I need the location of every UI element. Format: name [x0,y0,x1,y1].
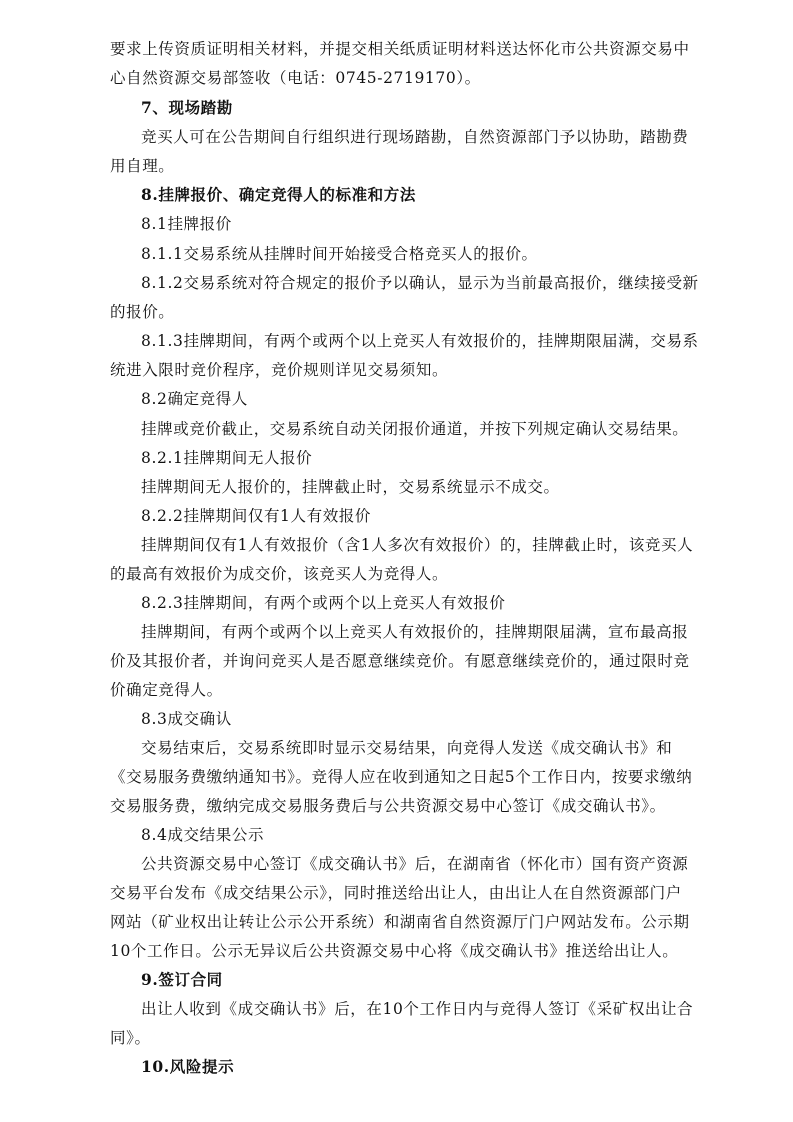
subsection-heading: 8.2.2挂牌期间仅有1人有效报价 [141,507,372,525]
body-text-line: 挂牌或竞价截止，交易系统自动关闭报价通道，并按下列规定确认交易结果。 [141,420,689,438]
body-text-line: 8.1.2交易系统对符合规定的报价予以确认，显示为当前最高报价，继续接受新 [141,274,699,292]
body-text-line: 价确定竞得人。 [110,681,223,699]
subsection-heading: 8.2确定竞得人 [141,390,248,408]
body-text-line: 挂牌期间仅有1人有效报价（含1人多次有效报价）的，挂牌截止时，该竞买人 [141,536,694,554]
body-text-line: 网站（矿业权出让转让公示公开系统）和湖南省自然资源厅门户网站发布。公示期 [110,913,690,931]
section-heading: 7、现场踏勘 [141,98,233,117]
body-text-line: 出让人收到《成交确认书》后，在10个工作日内与竞得人签订《采矿权出让合 [141,1000,694,1018]
body-text-line: 挂牌期间，有两个或两个以上竞买人有效报价的，挂牌期限届满，宣布最高报 [141,623,689,641]
body-text-line: 的最高有效报价为成交价，该竞买人为竞得人。 [110,565,449,583]
body-text-line: 要求上传资质证明相关材料，并提交相关纸质证明材料送达怀化市公共资源交易中 [110,40,690,58]
body-text-line: 同》。 [110,1029,151,1047]
section-heading: 9.签订合同 [141,970,223,989]
body-text-line: 《交易服务费缴纳通知书》。竞得人应在收到通知之日起5个工作日内，按要求缴纳 [110,768,693,786]
body-text-line: 竞买人可在公告期间自行组织进行现场踏勘，自然资源部门予以协助，踏勘费 [141,128,689,146]
subsection-heading: 8.3成交确认 [141,710,232,728]
body-text-line: 8.1.3挂牌期间，有两个或两个以上竞买人有效报价的，挂牌期限届满，交易系 [141,332,699,350]
body-text-line: 交易服务费，缴纳完成交易服务费后与公共资源交易中心签订《成交确认书》。 [110,797,666,815]
body-text-line: 10个工作日。公示无异议后公共资源交易中心将《成交确认书》推送给出让人。 [110,942,679,960]
body-text-line: 8.1.1交易系统从挂牌时间开始接受合格竞买人的报价。 [141,245,538,263]
body-text-line: 统进入限时竞价程序，竞价规则详见交易须知。 [110,361,449,379]
subsection-heading: 8.2.1挂牌期间无人报价 [141,449,313,467]
body-text-line: 价及其报价者，并询问竞买人是否愿意继续竞价。有愿意继续竞价的，通过限时竞 [110,652,690,670]
body-text-line: 公共资源交易中心签订《成交确认书》后，在湖南省（怀化市）国有资产资源 [141,855,689,873]
body-text-line: 挂牌期间无人报价的，挂牌截止时，交易系统显示不成交。 [141,478,560,496]
subsection-heading: 8.4成交结果公示 [141,826,265,844]
body-text-line: 的报价。 [110,303,175,321]
subsection-heading: 8.2.3挂牌期间，有两个或两个以上竞买人有效报价 [141,594,506,612]
body-text-line: 交易结束后，交易系统即时显示交易结果，向竞得人发送《成交确认书》和 [141,739,673,757]
subsection-heading: 8.1挂牌报价 [141,215,232,233]
body-text-line: 心自然资源交易部签收（电话：0745-2719170）。 [110,69,481,87]
section-heading: 8.挂牌报价、确定竞得人的标准和方法 [141,185,416,204]
body-text-line: 用自理。 [110,157,175,175]
body-text-line: 交易平台发布《成交结果公示》，同时推送给出让人，由出让人在自然资源部门户 [110,884,682,902]
section-heading: 10.风险提示 [141,1057,235,1076]
